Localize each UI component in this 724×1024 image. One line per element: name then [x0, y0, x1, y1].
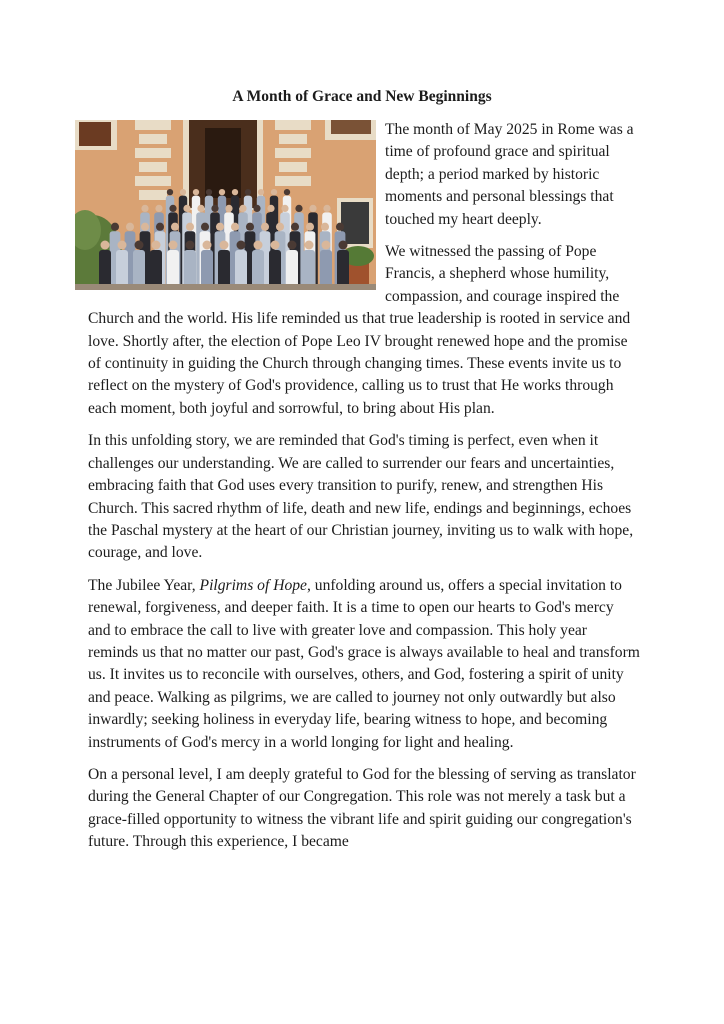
paragraph-4	[88, 575, 640, 754]
paragraph-5: On a personal level, I am deeply grateful to God for the blessing of serving as translator during the General Chapter of our Congregation. This role was not merely a task but a grace-filled opportunity to witness the vibrant life and spirit guiding our congregation's future. Through this experience, I became	[88, 765, 636, 851]
paragraph-4-text-end: , unfolding around us, offers a special invitation to renewal, forgiveness, and deeper faith. It is a time to open our hearts to God's mercy and to embrace the call to live with greater love and compassion. This holy year reminds us that no matter our past, God's grace is always available to heal and transform us. It invites us to reconcile with ourselves, others, and God, fostering a spirit of unity and peace. Walking as pilgrims, we are called to journey not only outwardly but also inwardly; seeking holiness in everyday life, bearing witness to hope, and becoming instruments of God's mercy in a world longing for light and healing.	[88, 576, 640, 751]
group-photo	[75, 120, 376, 290]
article-body	[88, 119, 640, 864]
group-photo-illustration	[75, 120, 376, 290]
paragraph-1: The month of May 2025 in Rome was a time of profound grace and spiritual depth; a period marked by historic moments and personal blessings that touched my heart deeply.	[385, 121, 634, 228]
paragraph-3: In this unfolding story, we are reminded that God's timing is perfect, even when it challenges our understanding. We are called to surrender our fears and uncertainties, embracing faith that God uses every transition to purify, renew, and strengthen His Church. This sacred rhythm of life, death and new life, endings and beginnings, echoes the Paschal mystery at the heart of our Christian journey, inviting us to walk with hope, courage, and love.	[88, 432, 634, 562]
paragraph-4-text-start: The Jubilee Year,	[88, 576, 200, 594]
paragraph-2: We witnessed the passing of Pope Francis, a shepherd whose humility, compassion, and courage inspired the Church and the world. His life reminded us that true leadership is rooted in service and love. Shortly after, the election of Pope Leo IV brought renewed hope and the promise of continuity in guiding the Church through changing times. These events invite us to reflect on the mystery of God's providence, calling us to trust that He works through each moment, both joyful and sorrowful, to bring about His plan.	[88, 243, 631, 417]
jubilee-theme: Pilgrims of Hope	[199, 576, 307, 594]
article-title: A Month of Grace and New Beginnings	[232, 88, 492, 105]
